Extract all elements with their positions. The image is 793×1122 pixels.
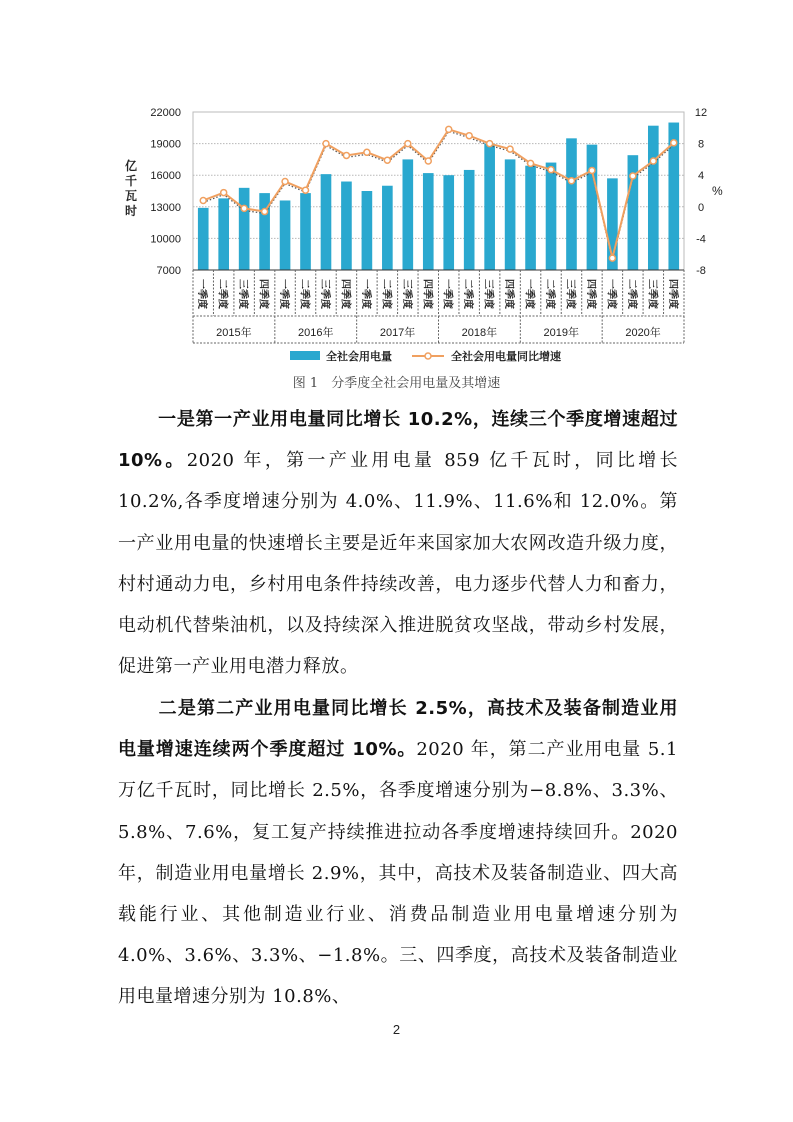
bar	[321, 174, 332, 270]
bar	[341, 182, 352, 270]
left-tick-label: 19000	[150, 138, 181, 151]
left-axis-unit	[125, 158, 137, 218]
quarter-label: 四季度	[584, 279, 596, 309]
left-tick-label: 13000	[150, 201, 181, 214]
growth-point	[303, 187, 309, 193]
bar	[382, 186, 393, 270]
bar	[505, 159, 516, 270]
growth-point	[200, 197, 206, 203]
quarter-label: 三季度	[646, 279, 658, 309]
quarter-label: 四季度	[257, 279, 269, 309]
growth-point	[589, 167, 595, 173]
quarter-label: 二季度	[462, 279, 474, 309]
growth-point	[262, 209, 268, 215]
left-unit-char: 亿	[124, 159, 138, 173]
year-label: 2017年	[379, 327, 416, 339]
bar	[443, 175, 454, 270]
bar	[546, 163, 557, 270]
quarter-label: 三季度	[318, 279, 330, 309]
left-axis-ticks	[150, 107, 181, 277]
growth-point	[221, 190, 227, 196]
quarter-label: 二季度	[544, 279, 556, 309]
growth-point	[343, 152, 349, 158]
quarter-label: 四季度	[666, 279, 678, 309]
growth-point	[282, 179, 288, 185]
page-number: 2	[392, 1022, 401, 1037]
growth-point	[466, 133, 472, 139]
growth-point	[384, 157, 390, 163]
bar	[587, 145, 598, 270]
paragraph-text: 2020 年，第一产业用电量 859 亿千瓦时，同比增长 10.2%,各季度增速分别为 4.0%、11.9%、11.6%和 12.0%。第一产业用电量的快速增长主要是近年来国家加大农网改造升级力度，村村通动力电，乡村用电条件持续改善，电力逐步代替人力和畜力，电动机代替柴油机，以及持续深入推进脱贫攻坚战，带动乡村发展，促进第一产业用电潜力释放。	[118, 450, 678, 678]
chart-legend	[290, 349, 561, 363]
growth-point	[507, 146, 513, 152]
left-tick-label: 22000	[150, 107, 181, 119]
quarter-label: 二季度	[216, 279, 228, 309]
legend-bar-label: 全社会用电量	[326, 351, 392, 363]
quarter-label: 四季度	[339, 279, 351, 309]
growth-point	[650, 158, 656, 164]
x-axis-labels	[193, 270, 684, 343]
growth-point	[364, 149, 370, 155]
quarter-label: 一季度	[359, 279, 371, 309]
electricity-chart	[0, 0, 793, 400]
left-tick-label: 7000	[156, 265, 181, 277]
right-axis-ticks	[695, 107, 707, 277]
quarter-label: 二季度	[298, 279, 310, 309]
bar	[484, 144, 495, 270]
growth-point	[630, 173, 636, 179]
paragraph-heading: 二是第二产业用电量同比增长 2.5%，高技术及装备制造业用电量增速连续两个季度超过 10%。	[118, 698, 678, 761]
growth-point	[609, 255, 615, 261]
bar	[525, 166, 536, 270]
quarter-label: 一季度	[278, 279, 290, 309]
bar	[423, 173, 434, 270]
growth-point	[241, 205, 247, 211]
left-tick-label: 10000	[150, 233, 181, 246]
growth-point	[425, 158, 431, 164]
quarter-label: 四季度	[503, 279, 515, 309]
right-axis-unit: %	[712, 184, 723, 198]
right-tick-label: 8	[697, 138, 705, 151]
year-label: 2016年	[298, 327, 334, 339]
growth-point	[528, 160, 534, 166]
year-label: 2015年	[216, 327, 252, 339]
growth-point	[568, 178, 574, 184]
bar	[648, 126, 659, 270]
quarter-label: 三季度	[400, 279, 412, 309]
growth-point	[323, 141, 329, 147]
bar	[464, 170, 475, 270]
quarter-label: 三季度	[482, 279, 494, 309]
growth-point	[405, 141, 411, 147]
legend-bar-swatch	[290, 351, 320, 360]
quarter-label: 一季度	[441, 279, 453, 309]
paragraph-primary-industry	[118, 399, 678, 687]
right-tick-label: -4	[696, 233, 706, 246]
bar	[280, 200, 291, 270]
growth-point	[671, 140, 677, 146]
legend-line-label: 全社会用电量同比增速	[451, 351, 561, 363]
quarter-label: 三季度	[564, 279, 576, 309]
growth-point	[487, 141, 493, 147]
left-tick-label: 16000	[150, 170, 181, 183]
paragraph-heading: 一是第一产业用电量同比增长 10.2%，连续三个季度增速超过 10%。	[118, 409, 678, 472]
paragraph-text: 2020 年，第二产业用电量 5.1 万亿千瓦时，同比增长 2.5%，各季度增速分别为−8.8%、3.3%、5.8%、7.6%，复工复产持续推进拉动各季度增速持续回升。2020 年，制造业用电量增长 2.9%，其中，高技术及装备制造业、四大高载能行业、其他制造业行业、消费品制造业用电量增速分别为 4.0%、3.6%、3.3%、−1.8%。三、四季度，高技术及装备制造业用电量增速分别为 10.8%、	[118, 739, 678, 1008]
quarter-label: 二季度	[625, 279, 637, 309]
bar	[218, 198, 229, 270]
year-label: 2018年	[461, 327, 498, 339]
paragraph-secondary-industry	[118, 688, 678, 1018]
right-tick-label: -8	[696, 265, 706, 277]
bar	[198, 208, 209, 270]
growth-point	[446, 126, 452, 132]
right-tick-label: 12	[694, 107, 708, 119]
left-unit-char: 千	[124, 174, 138, 188]
figure-caption: 图 1 分季度全社会用电量及其增速	[292, 376, 501, 391]
year-label: 2019年	[543, 327, 579, 339]
left-unit-char: 时	[124, 204, 138, 218]
quarter-label: 一季度	[523, 279, 535, 309]
growth-point	[548, 167, 554, 173]
right-tick-label: 4	[697, 170, 705, 183]
bar	[362, 191, 373, 270]
quarter-label: 一季度	[196, 279, 208, 309]
bar	[566, 138, 577, 270]
quarter-label: 三季度	[237, 279, 249, 309]
left-unit-char: 瓦	[124, 189, 138, 203]
bar	[239, 188, 250, 270]
quarter-label: 四季度	[421, 279, 433, 309]
right-tick-label: 0	[697, 201, 705, 214]
bar	[402, 159, 413, 270]
year-label: 2020年	[625, 327, 661, 339]
quarter-label: 二季度	[380, 279, 392, 309]
quarter-label: 一季度	[605, 279, 617, 309]
legend-line-marker	[425, 353, 431, 359]
bar	[300, 193, 311, 270]
